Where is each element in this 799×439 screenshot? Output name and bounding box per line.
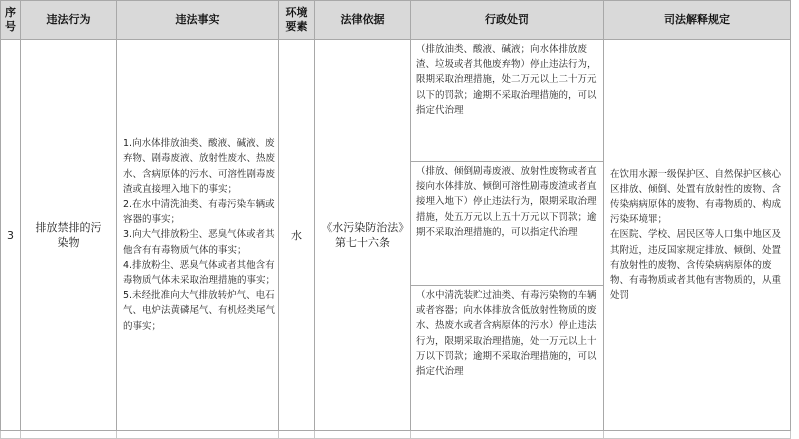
- header-penalty: 行政处罚: [411, 1, 604, 40]
- header-judicial: 司法解释规定: [604, 1, 791, 40]
- penalty-item: （水中清洗装贮过油类、有毒污染物的车辆或者容器；向水体排放含低放射性物质的废水、热废水或者含病原体的污水）停止违法行为，限期采取治理措施，处一万元以上十万以下罚款；逾期不采取治理措施的，可以指定代治理: [411, 286, 604, 431]
- table-row: [1, 40, 791, 162]
- fact-item: 1.向水体排放油类、酸液、碱液、废弃物、剧毒废液、放射性废水、热废水、含病原体的污水、可溶性剧毒废渣或直接埋入地下的事实；: [123, 138, 276, 195]
- penalty-item: （排放油类、酸液、碱液；向水体排放废渣、垃圾或者其他废弃物）停止违法行为，限期采取治理措施，处二万元以上二十万元以下的罚款；逾期不采取治理措施的，可以指定代治理: [411, 40, 604, 162]
- blank-cell: [279, 431, 315, 439]
- fact-item: 5.未经批准向大气排放转炉气、电石气、电炉法黄磷尾气、有机烃类尾气的事实；: [123, 290, 276, 332]
- judicial-item: 在医院、学校、居民区等人口集中地区及其附近，违反国家规定排放、倾倒、处置有放射性的废物、含传染病病原体的废物、有毒物质或者其他有害物质的，从重处罚: [610, 229, 782, 302]
- blank-cell: [21, 431, 117, 439]
- blank-cell: [315, 431, 411, 439]
- row-seq: 3: [1, 40, 21, 431]
- blank-cell: [604, 431, 791, 439]
- blank-cell: [411, 431, 604, 439]
- row-element: 水: [279, 40, 315, 431]
- header-element: 环境要素: [279, 1, 315, 40]
- blank-cell: [117, 431, 279, 439]
- header-facts: 违法事实: [117, 1, 279, 40]
- header-law: 法律依据: [315, 1, 411, 40]
- fact-item: 3.向大气排放粉尘、恶臭气体或者其他含有有毒物质气体的事实；: [123, 229, 275, 256]
- header-row: [1, 1, 791, 40]
- row-act: 排放禁排的污染物: [21, 40, 117, 431]
- judicial-item: 在饮用水源一级保护区、自然保护区核心区排放、倾倒、处置有放射性的废物、含传染病病原体的废物、有毒物质的、构成污染环境罪；: [610, 168, 782, 226]
- row-judicial: [604, 40, 791, 431]
- blank-cell: [1, 431, 21, 439]
- header-act: 违法行为: [21, 1, 117, 40]
- fact-item: 2.在水中清洗油类、有毒污染车辆或容器的事实；: [123, 198, 275, 226]
- blank-row: [1, 431, 791, 439]
- header-seq: 序号: [1, 1, 21, 40]
- row-law: 《水污染防治法》第七十六条: [315, 40, 411, 431]
- row-facts: [117, 40, 279, 431]
- penalty-item: （排放、倾倒剧毒废液、放射性废物或者直接向水体排放、倾倒可溶性剧毒废渣或者直接埋入地下）停止违法行为，限期采取治理措施，处五万元以上五十万元以下罚款；逾期不采取治理措施的，可以指定代治理: [411, 162, 604, 286]
- fact-item: 4.排放粉尘、恶臭气体或者其他含有毒物质气体未采取治理措施的事实；: [123, 259, 276, 286]
